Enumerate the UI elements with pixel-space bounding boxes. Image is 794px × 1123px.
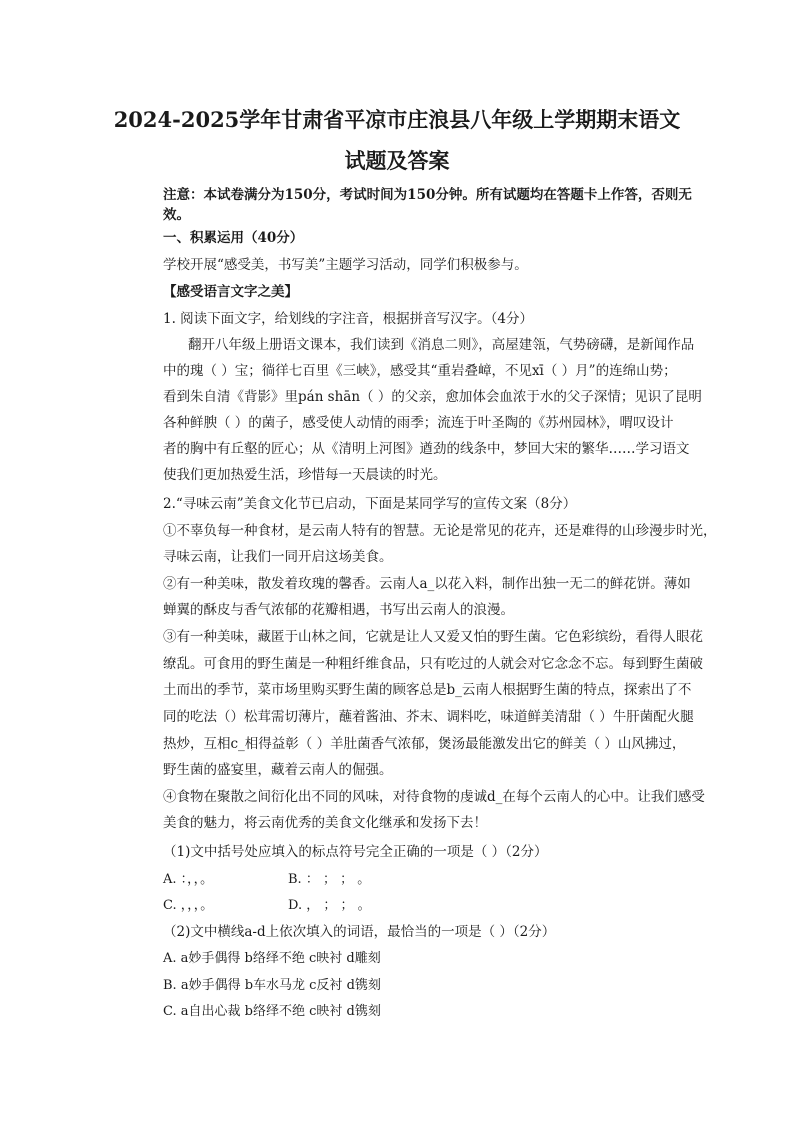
- q1-text-line: 使我们更加热爱生活，珍惜每一天晨读的时光。: [163, 467, 447, 483]
- q2-text-line: ①不辜负每一种食材，是云南人特有的智慧。无论是常见的花卉，还是难得的山珍漫步时光，: [163, 523, 717, 539]
- q2-sub1-option-c: C. ，，，。: [163, 898, 214, 913]
- q2-sub1-option-b: B. ： ； ； 。: [288, 872, 371, 887]
- q2-text-line: 寻味云南，让我们一同开启这场美食。: [163, 549, 393, 565]
- notice-line1: 注意：本试卷满分为150分，考试时间为150分钟。所有试题均在答题卡上作答，否则无: [163, 187, 692, 203]
- q1-text-line: 各种鲜腴（ ）的菌子，感受使人动情的雨季；流连于叶圣陶的《苏州园林》，喟叹设计: [163, 415, 674, 431]
- document-title-line2: 试题及答案: [344, 148, 450, 173]
- q2-sub1-option-a: A. ：，，。: [163, 872, 214, 887]
- q2-sub2-option-c: C. a自出心裁 b络绎不绝 c映衬 d镌刻: [163, 1004, 381, 1019]
- q2-text-line: 缭乱。可食用的野生菌是一种粗纤维食品，只有吃过的人就会对它念念不忘。每到野生菌破: [163, 656, 703, 672]
- section1-intro: 学校开展“感受美，书写美”主题学习活动，同学们积极参与。: [163, 257, 528, 273]
- q2-text-line: ③有一种美味，藏匿于山林之间，它就是让人又爱又怕的野生菌。它色彩缤纷，看得人眼花: [163, 629, 703, 645]
- q1-text-line: 者的胸中有丘壑的匠心；从《清明上河图》遒劲的线条中，梦回大宋的繁华……学习语文: [163, 441, 690, 457]
- q2-sub2-option-b: B. a妙手偶得 b车水马龙 c反衬 d镌刻: [163, 978, 381, 993]
- q2-sub2-prompt: （2)文中横线a-d上依次填入的词语，最恰当的一项是（ ）（2分）: [163, 924, 556, 940]
- q2-prompt: 2.“寻味云南”美食文化节已启动，下面是某同学写的宣传文案（8分）: [163, 496, 577, 512]
- q2-text-line: 热炒，互相c_相得益彰（ ）羊肚菌香气浓郁，煲汤最能激发出它的鲜美（ ）山风拂过，: [163, 736, 686, 752]
- section1-subheading: 【感受语言文字之美】: [163, 284, 298, 300]
- q2-text-line: 同的吃法（）松茸需切薄片，蘸着酱油、芥末、调料吃，味道鲜美清甜（ ）牛肝菌配火腿: [163, 709, 694, 725]
- q2-text-line: ④食物在聚散之间衍化出不同的风味，对待食物的虔诚d_在每个云南人的心中。让我们感受: [163, 789, 705, 805]
- q2-text-line: 野生菌的盛宴里，藏着云南人的倔强。: [163, 762, 393, 778]
- q2-text-line: 土而出的季节，菜市场里购买野生菌的顾客总是b_云南人根据野生菌的特点，探索出了不: [163, 682, 692, 698]
- document-title-line1: 2024-2025学年甘肃省平凉市庄浪县八年级上学期期末语文: [113, 107, 681, 132]
- q2-text-line: ②有一种美味，散发着玫瑰的馨香。云南人a_以花入料，制作出独一无二的鲜花饼。薄如: [163, 576, 691, 592]
- section1-heading: 一、积累运用（40分）: [163, 230, 304, 246]
- q1-text-line: 看到朱自清《背影》里pán shān（ ）的父亲，愈加体会血浓于水的父子深情；见识了昆明: [163, 389, 702, 405]
- q1-text-line: 中的瑰（ ）宝；徜徉七百里《三峡》，感受其“重岩叠嶂，不见xī（ ）月”的连绵山势；: [163, 363, 677, 379]
- q2-text-line: 蝉翼的酥皮与香气浓郁的花瓣相遇，书写出云南人的浪漫。: [163, 602, 514, 618]
- q2-sub1-prompt: （1)文中括号处应填入的标点符号完全正确的一项是（ ）（2分）: [163, 844, 548, 860]
- notice-line2: 效。: [163, 207, 190, 223]
- q2-sub2-option-a: A. a妙手偶得 b络绎不绝 c映衬 d雕刻: [163, 951, 381, 966]
- q1-prompt: 1. 阅读下面文字，给划线的字注音，根据拼音写汉字。（4分）: [163, 311, 534, 327]
- q2-text-line: 美食的魅力，将云南优秀的美食文化继承和发扬下去！: [163, 815, 487, 831]
- q1-text-line: 翻开八年级上册语文课本，我们读到《消息二则》，高屋建瓴，气势磅礴，是新闻作品: [188, 337, 695, 353]
- q2-sub1-option-d: D. ， ； ； 。: [288, 898, 371, 913]
